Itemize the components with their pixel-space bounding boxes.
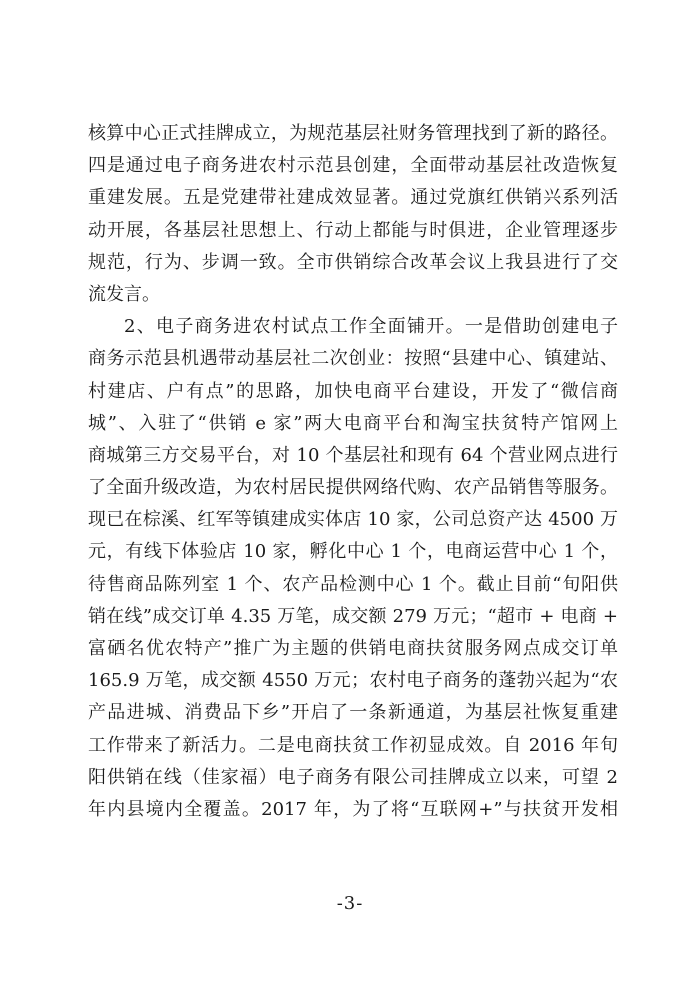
text-line: 富硒名优农特产”推广为主题的供销电商扶贫服务网点成交订单 <box>88 638 618 659</box>
text-line: 产品进城、消费品下乡”开启了一条新通道，为基层社恢复重建 <box>88 702 618 724</box>
body-text <box>88 118 618 826</box>
text-line: 元，有线下体验店 10 家，孵化中心 1 个，电商运营中心 1 个， <box>88 541 618 563</box>
text-line: 了全面升级改造，为农村居民提供网络代购、农产品销售等服务。 <box>88 477 618 499</box>
text-line: 动开展，各基层社思想上、行动上都能与时俱进，企业管理逐步 <box>88 219 618 241</box>
text-line: 待售商品陈列室 1 个、农产品检测中心 1 个。截止目前“旬阳供 <box>88 573 618 595</box>
text-line: 商城第三方交易平台，对 10 个基层社和现有 64 个营业网点进行 <box>88 444 618 466</box>
paragraph-start-line: 2、电子商务进农村试点工作全面铺开。一是借助创建电子 <box>124 316 618 338</box>
text-line: 核算中心正式挂牌成立，为规范基层社财务管理找到了新的路径。 <box>88 123 618 144</box>
text-line: 村建店、户有点”的思路，加快电商平台建设，开发了“微信商 <box>88 380 618 402</box>
text-line: 阳供销在线（佳家福）电子商务有限公司挂牌成立以来，可望 2 <box>88 766 618 788</box>
text-line: 规范，行为、步调一致。全市供销综合改革会议上我县进行了交 <box>88 251 618 273</box>
page-number: -3- <box>336 893 364 914</box>
text-line: 工作带来了新活力。二是电商扶贫工作初显成效。自 2016 年旬 <box>88 734 618 756</box>
text-line: 商务示范县机遇带动基层社二次创业：按照“县建中心、镇建站、 <box>88 348 618 370</box>
text-line: 165.9 万笔，成交额 4550 万元；农村电子商务的蓬勃兴起为“农 <box>88 670 618 692</box>
text-line: 城”、入驻了“供销 e 家”两大电商平台和淘宝扶贫特产馆网上 <box>88 412 618 434</box>
text-line: 流发言。 <box>88 283 160 305</box>
text-line: 现已在棕溪、红军等镇建成实体店 10 家，公司总资产达 4500 万 <box>88 509 618 531</box>
text-line: 四是通过电子商务进农村示范县创建，全面带动基层社改造恢复 <box>88 155 618 177</box>
text-line: 销在线”成交订单 4.35 万笔，成交额 279 万元；“超市 + 电商 + <box>88 605 618 627</box>
text-line: 重建发展。五是党建带社建成效显著。通过党旗红供销兴系列活 <box>88 187 618 209</box>
text-line: 年内县境内全覆盖。2017 年，为了将“互联网+”与扶贫开发相 <box>88 798 618 820</box>
